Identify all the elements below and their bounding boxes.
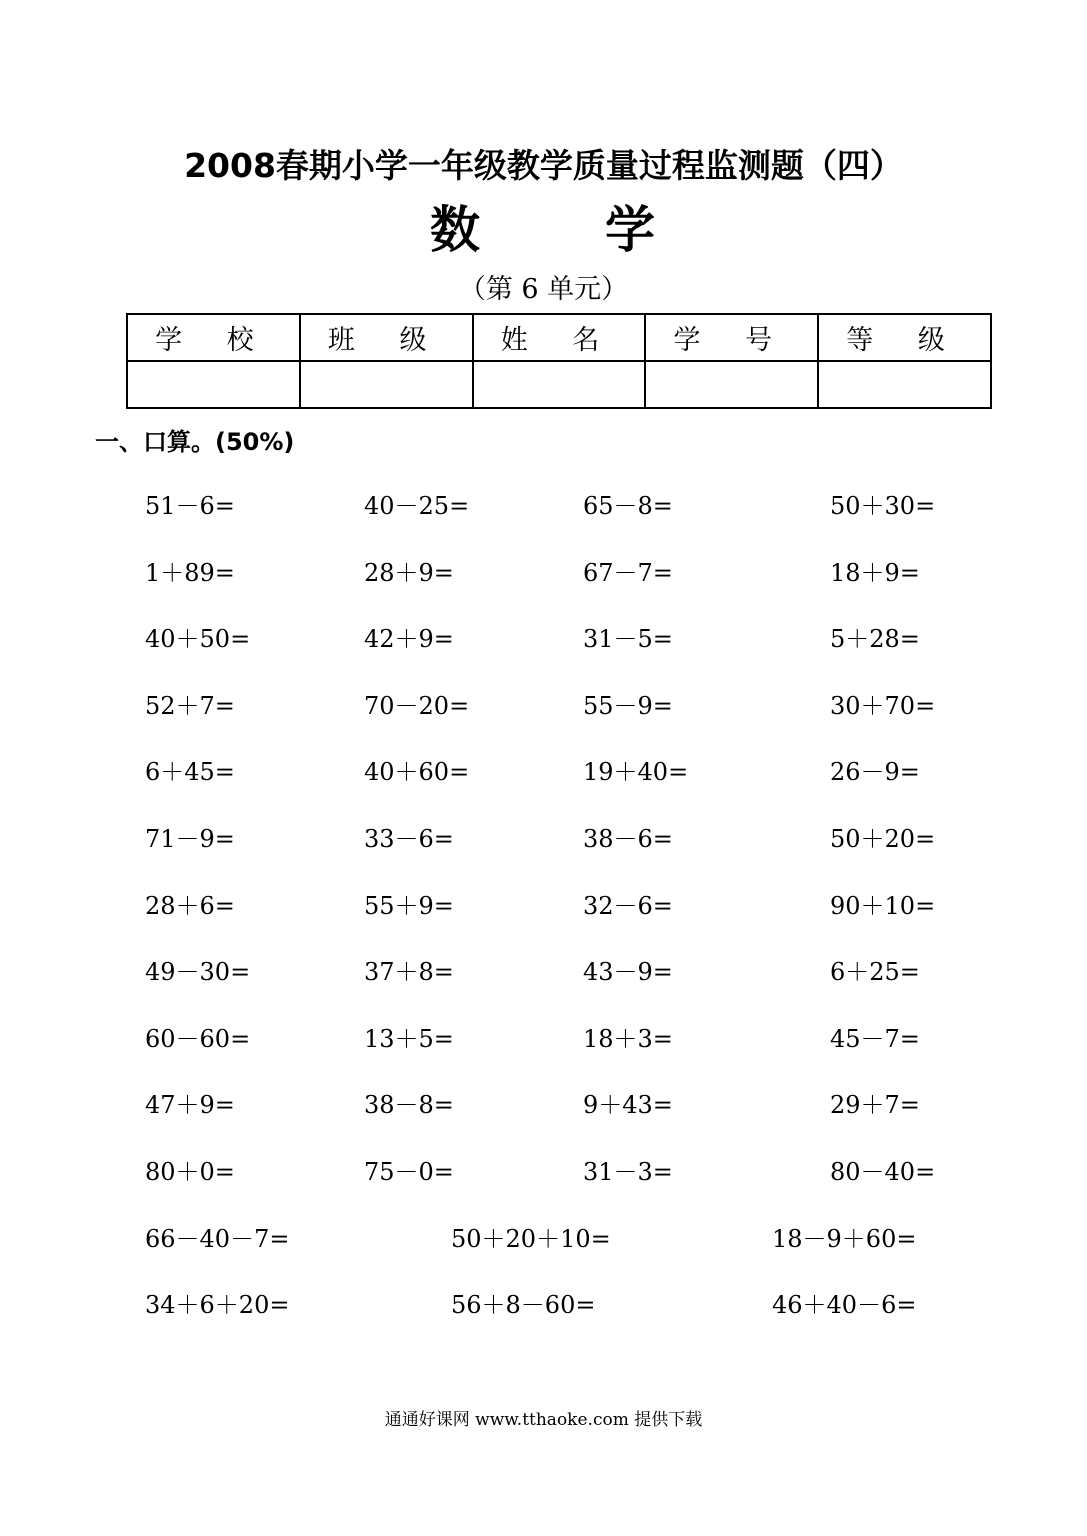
problem-r2-c2: 28＋9=: [364, 558, 454, 587]
problem-r7-c1: 28＋6=: [145, 891, 235, 920]
problem-r7-c3: 32－6=: [583, 891, 673, 920]
problem-r2-c4: 18＋9=: [830, 558, 920, 587]
problem-r5-c3: 19＋40=: [583, 758, 689, 787]
problem-r2-c3: 67－7=: [583, 558, 673, 587]
problem-r1-c4: 50＋30=: [830, 492, 936, 520]
problem-r10-c4: 29＋7=: [830, 1091, 920, 1120]
problem-mixed-r2-c3: 46＋40－6=: [772, 1291, 917, 1320]
problem-mixed-r2-c1: 34＋6＋20=: [145, 1291, 290, 1320]
page-title: 2008春期小学一年级教学质量过程监测题（四）: [184, 146, 903, 185]
problem-r11-c2: 75－0=: [364, 1158, 454, 1186]
problem-r4-c2: 70－20=: [364, 691, 470, 720]
problem-r11-c3: 31－3=: [583, 1158, 673, 1186]
section-1-title: 一、口算。(50%): [95, 428, 295, 456]
problem-r10-c2: 38－8=: [364, 1091, 454, 1120]
unit-label: （第 6 单元）: [458, 274, 629, 305]
subject-char-2: 学: [605, 201, 655, 259]
footer-credit: 通通好课网 www.tthaoke.com 提供下载: [384, 1410, 703, 1430]
problem-r8-c3: 43－9=: [583, 958, 673, 987]
problem-r3-c2: 42＋9=: [364, 625, 454, 654]
problem-r10-c1: 47＋9=: [145, 1091, 235, 1120]
problem-r3-c4: 5＋28=: [830, 625, 920, 654]
problem-r9-c2: 13＋5=: [364, 1024, 454, 1053]
info-header-class: 班 级: [300, 314, 473, 361]
problem-mixed-r1-c2: 50＋20＋10=: [451, 1224, 611, 1253]
problem-r8-c2: 37＋8=: [364, 958, 454, 987]
problem-mixed-r2-c2: 56＋8－60=: [451, 1291, 596, 1320]
problem-mixed-r1-c1: 66－40－7=: [145, 1224, 290, 1253]
problem-r8-c1: 49－30=: [145, 958, 251, 987]
problem-r1-c3: 65－8=: [583, 492, 673, 520]
problem-r5-c1: 6＋45=: [145, 758, 235, 787]
problem-r7-c4: 90＋10=: [830, 891, 936, 920]
problem-r4-c3: 55－9=: [583, 691, 673, 720]
problem-r6-c3: 38－6=: [583, 825, 673, 853]
problem-r1-c1: 51－6=: [145, 492, 235, 520]
info-header-name: 姓 名: [473, 314, 646, 361]
problem-r5-c2: 40＋60=: [364, 758, 470, 787]
problem-r10-c3: 9＋43=: [583, 1091, 673, 1120]
problem-mixed-r1-c3: 18－9＋60=: [772, 1224, 917, 1253]
problem-r6-c2: 33－6=: [364, 825, 454, 853]
problem-r4-c1: 52＋7=: [145, 691, 235, 720]
problem-r6-c4: 50＋20=: [830, 825, 936, 853]
problem-r7-c2: 55＋9=: [364, 891, 454, 920]
info-header-grade: 等 级: [818, 314, 991, 361]
problem-r8-c4: 6＋25=: [830, 958, 920, 987]
problem-r11-c4: 80－40=: [830, 1158, 936, 1186]
problem-r11-c1: 80＋0=: [145, 1158, 235, 1186]
problem-r3-c1: 40＋50=: [145, 625, 251, 654]
problem-r4-c4: 30＋70=: [830, 691, 936, 720]
problem-r9-c4: 45－7=: [830, 1024, 920, 1053]
problem-r5-c4: 26－9=: [830, 758, 920, 787]
problem-r9-c3: 18＋3=: [583, 1024, 673, 1053]
info-header-school: 学 校: [127, 314, 300, 361]
problem-r3-c3: 31－5=: [583, 625, 673, 654]
info-header-number: 学 号: [645, 314, 818, 361]
subject-char-1: 数: [430, 201, 480, 259]
problem-r1-c2: 40－25=: [364, 492, 470, 520]
problem-r2-c1: 1＋89=: [145, 558, 235, 587]
problem-r9-c1: 60－60=: [145, 1024, 251, 1053]
problem-r6-c1: 71－9=: [145, 825, 235, 853]
